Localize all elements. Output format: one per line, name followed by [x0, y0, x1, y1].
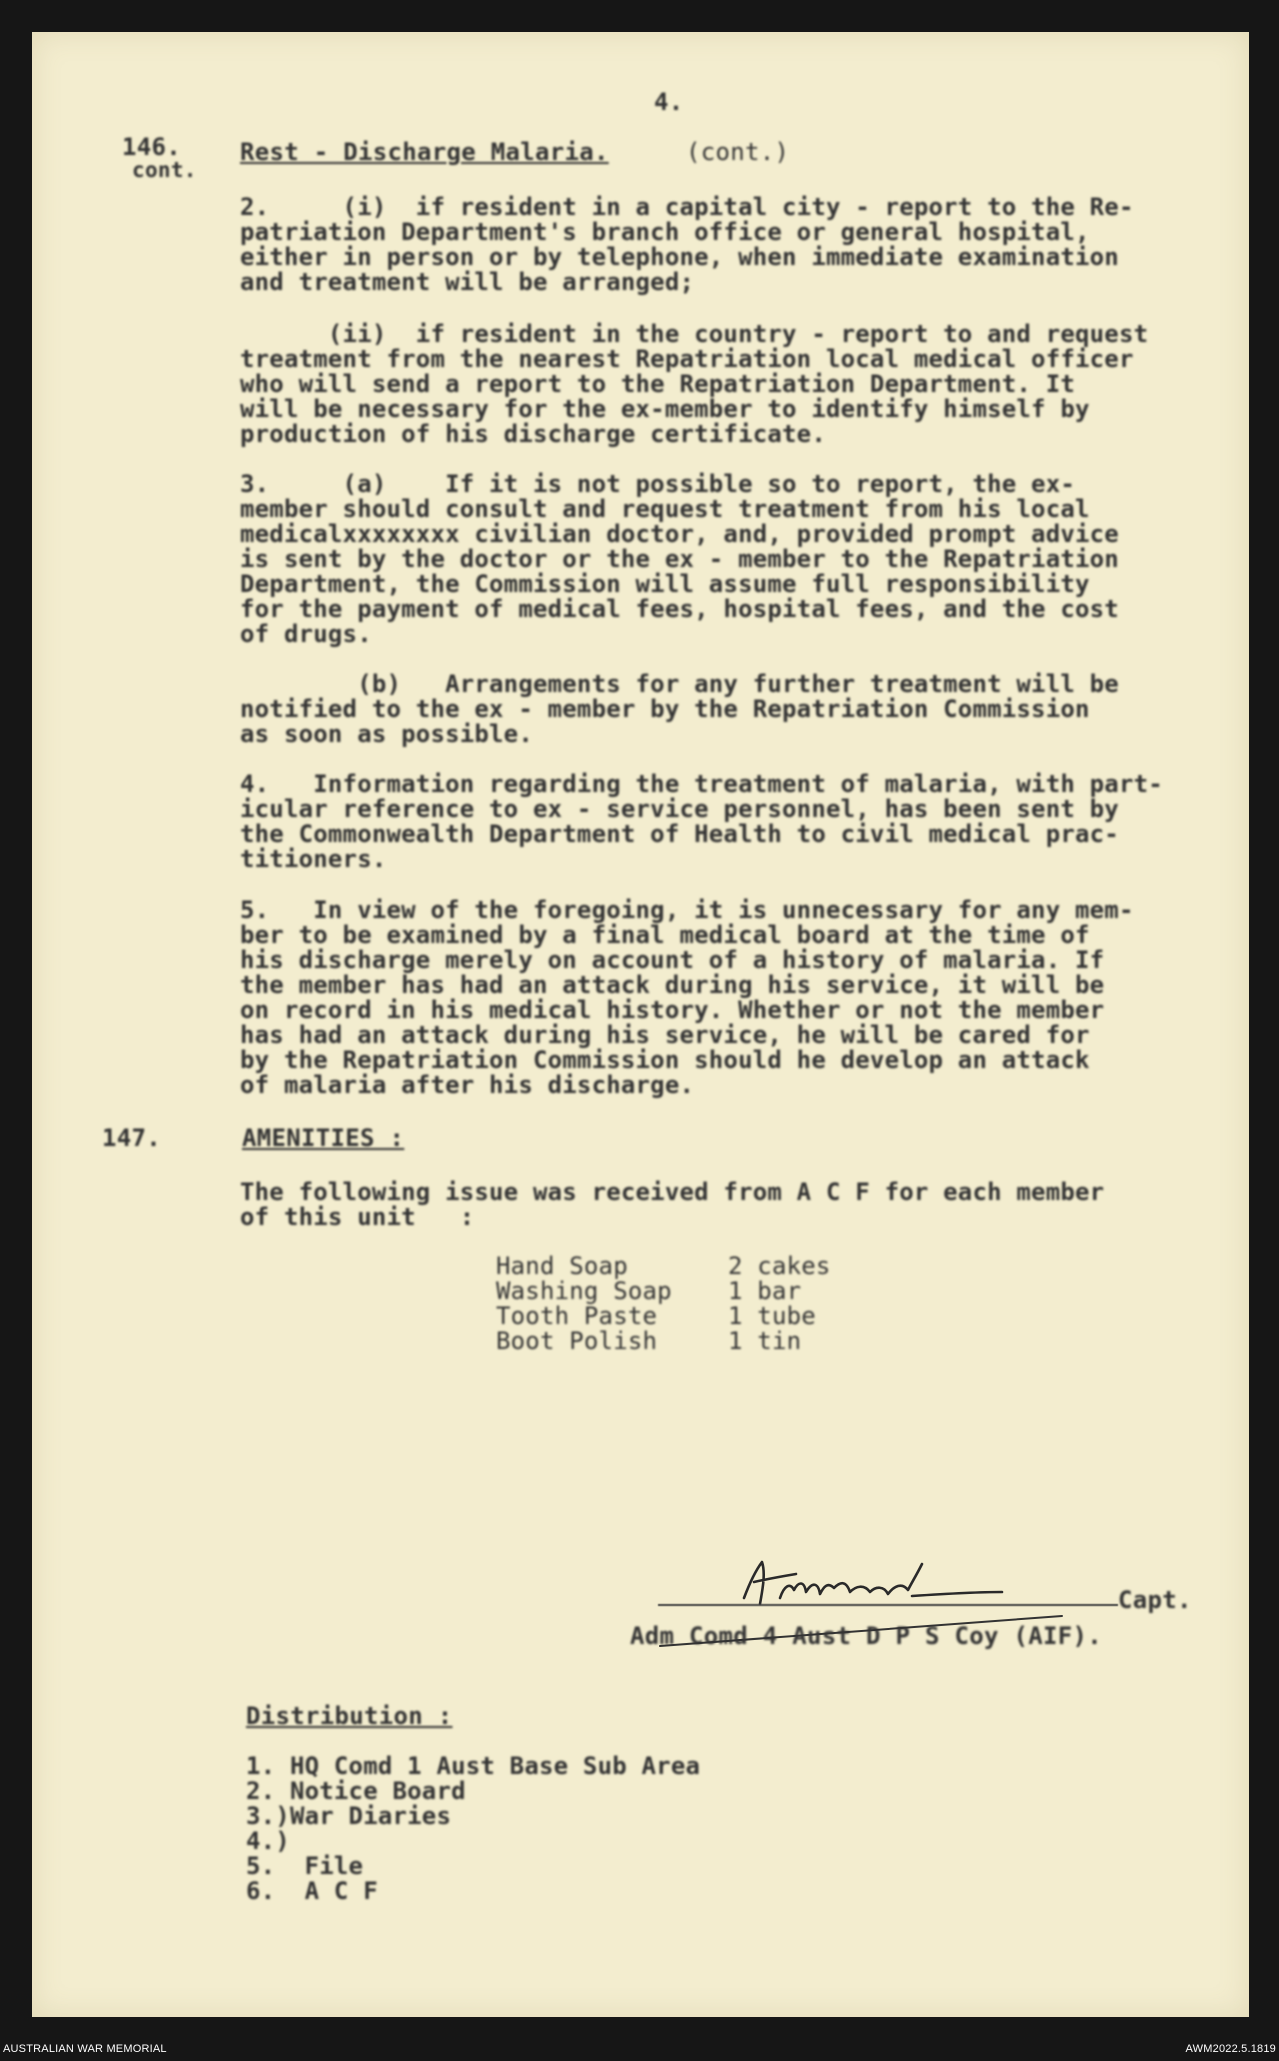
text-line: 2. (i) if resident in a capital city - report to the Re-: [240, 193, 1134, 221]
text-line: treatment from the nearest Repatriation local medical officer: [240, 345, 1134, 373]
text-line: either in person or by telephone, when immediate examination: [240, 243, 1119, 271]
list-item: 4.): [246, 1827, 290, 1855]
amenities-intro: [240, 1180, 1104, 1230]
paragraph-3-b: [240, 672, 1119, 747]
list-item: 2. Notice Board: [246, 1777, 466, 1805]
list-item: 5. File: [246, 1852, 364, 1880]
signatory-title: Adm Comd 4 Aust D P S Coy (AIF).: [630, 1622, 1102, 1650]
text-line: (ii) if resident in the country - report to and request: [240, 320, 1149, 348]
text-line: 3. (a) If it is not possible so to report, the ex-: [240, 470, 1076, 498]
section-cont-label: cont.: [132, 158, 197, 182]
text-line: the Commonwealth Department of Health to civil medical prac-: [240, 820, 1119, 848]
text-line: Department, the Commission will assume full responsibility: [240, 570, 1090, 598]
text-line: as soon as possible.: [240, 720, 533, 748]
signatory-rank: Capt.: [1118, 1586, 1192, 1614]
list-item: 6. A C F: [246, 1877, 378, 1905]
item-qty: 1 tube: [728, 1302, 816, 1330]
list-item: 1. HQ Comd 1 Aust Base Sub Area: [246, 1752, 701, 1780]
list-item: [496, 1279, 831, 1304]
text-line: and treatment will be arranged;: [240, 268, 695, 296]
text-line: will be necessary for the ex-member to identify himself by: [240, 395, 1090, 423]
text-line: 5. In view of the foregoing, it is unnecessary for any mem-: [240, 896, 1134, 924]
text-line: of this unit :: [240, 1203, 475, 1231]
item-name: Tooth Paste: [496, 1302, 658, 1330]
paragraph-4: [240, 772, 1163, 872]
text-line: his discharge merely on account of a history of malaria. If: [240, 946, 1105, 974]
section-number-146: 146.: [122, 133, 181, 161]
text-line: who will send a report to the Repatriation Department. It: [240, 370, 1076, 398]
footer-archive-label: AUSTRALIAN WAR MEMORIAL: [3, 2043, 167, 2055]
text-line: The following issue was received from A C F for each member: [240, 1178, 1105, 1206]
item-qty: 2 cakes: [728, 1252, 831, 1280]
footer-reference-id: AWM2022.5.1819: [1185, 2043, 1276, 2055]
item-name: Washing Soap: [496, 1277, 672, 1305]
list-item: [496, 1329, 831, 1354]
text-line: member should consult and request treatment from his local: [240, 495, 1090, 523]
document-page: [32, 32, 1249, 2017]
section-146-heading-suffix: (cont.): [686, 138, 790, 166]
text-line: on record in his medical history. Whether or not the member: [240, 996, 1105, 1024]
paragraph-3-a: [240, 472, 1119, 647]
text-line: the member has had an attack during his service, it will be: [240, 971, 1105, 999]
paragraph-2-ii: [240, 322, 1148, 447]
section-147-heading: AMENITIES :: [242, 1124, 405, 1152]
signature-stroke-overlay: [652, 1612, 1072, 1652]
text-line: is sent by the doctor or the ex - member to the Repatriation: [240, 545, 1119, 573]
text-line: of malaria after his discharge.: [240, 1071, 695, 1099]
list-item: [496, 1254, 831, 1279]
text-line: production of his discharge certificate.: [240, 420, 826, 448]
section-number-147: 147.: [102, 1124, 161, 1152]
list-item: 3.)War Diaries: [246, 1802, 452, 1830]
distribution-list: [246, 1754, 700, 1904]
text-line: (b) Arrangements for any further treatment will be: [240, 670, 1119, 698]
text-line: ber to be examined by a final medical board at the time of: [240, 921, 1090, 949]
text-line: titioners.: [240, 845, 387, 873]
section-146-heading: Rest - Discharge Malaria.: [240, 138, 609, 166]
item-name: Boot Polish: [496, 1327, 658, 1355]
item-qty: 1 tin: [728, 1327, 802, 1355]
text-line: patriation Department's branch office or general hospital,: [240, 218, 1090, 246]
text-line: for the payment of medical fees, hospital fees, and the cost: [240, 595, 1119, 623]
text-line: medicalxxxxxxxx civilian doctor, and, provided prompt advice: [240, 520, 1119, 548]
text-line: icular reference to ex - service personnel, has been sent by: [240, 795, 1119, 823]
page-number: 4.: [654, 88, 684, 116]
paragraph-5: [240, 898, 1134, 1098]
list-item: [496, 1304, 831, 1329]
text-line: 4. Information regarding the treatment of malaria, with part-: [240, 770, 1163, 798]
text-line: of drugs.: [240, 620, 372, 648]
text-line: notified to the ex - member by the Repatriation Commission: [240, 695, 1090, 723]
amenities-list: [496, 1254, 831, 1354]
paragraph-2-i: [240, 195, 1134, 295]
text-line: has had an attack during his service, he will be cared for: [240, 1021, 1090, 1049]
item-name: Hand Soap: [496, 1252, 628, 1280]
distribution-heading: Distribution :: [246, 1702, 453, 1730]
text-line: by the Repatriation Commission should he develop an attack: [240, 1046, 1090, 1074]
signature-line: [658, 1604, 1118, 1606]
item-qty: 1 bar: [728, 1277, 802, 1305]
